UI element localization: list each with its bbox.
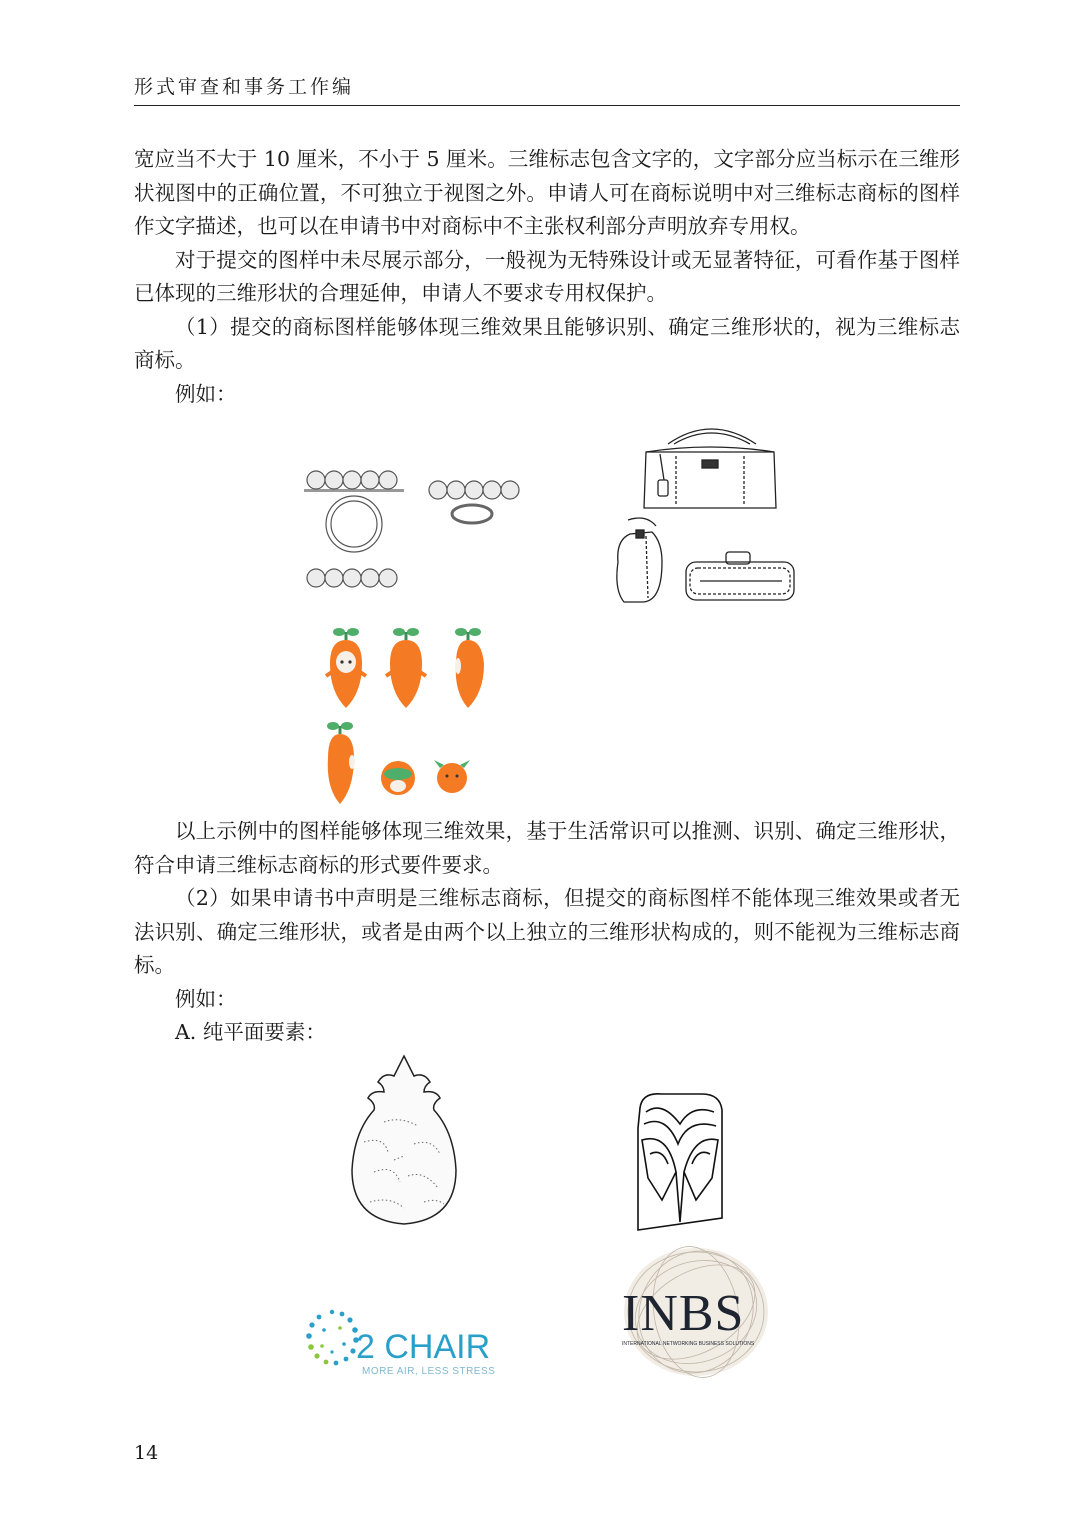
carrot-bottom-view: [434, 760, 470, 793]
o2chair-logo-figure: [300, 1300, 500, 1380]
paragraph-unshown-parts: 对于提交的图样中未尽展示部分，一般视为无特殊设计或无显著特征，可看作基于图样已体现的三维形状的合理延伸，申请人不要求专用权保护。: [134, 247, 960, 305]
text-block-middle: [134, 815, 960, 1050]
handbag-bottom-view: [686, 552, 794, 600]
carrot-front-view: [326, 628, 366, 708]
handbag-3d-views-figure: [606, 412, 806, 608]
carrot-back-view: [386, 628, 426, 708]
ring-top-view: [307, 569, 397, 587]
ring-front-view: [304, 471, 404, 552]
inbs-tagline: INTERNATIONAL NETWORKING BUSINESS SOLUTIONS: [622, 1341, 755, 1347]
header-divider: [134, 105, 960, 106]
abstract-line-drawing-figure: [632, 1088, 728, 1232]
inbs-logo-figure: [614, 1244, 778, 1380]
paragraph-rule-1: （1）提交的商标图样能够体现三维效果且能够识别、确定三维形状的，视为三维标志商标。: [134, 314, 960, 372]
pineapple-outline-figure: [344, 1052, 464, 1230]
carrot-character-figure: [318, 622, 498, 808]
carrot-top-view: [381, 761, 415, 795]
paragraph-example-label: 例如：: [175, 381, 237, 406]
paragraph-rule-2: （2）如果申请书中声明是三维标志商标，但提交的商标图样不能体现三维效果或者无法识别、确定三维形状，或者是由两个以上独立的三维形状构成的，则不能视为三维标志商标。: [134, 886, 960, 977]
handbag-front-view: [644, 429, 776, 508]
running-head-title: 形式审查和事务工作编: [134, 76, 355, 98]
o2chair-dotted-ring-icon: [306, 1310, 359, 1366]
ring-3d-views-figure: [296, 462, 536, 602]
o2chair-tagline: MORE AIR, LESS STRESS: [362, 1366, 496, 1377]
page-number: 14: [134, 1442, 159, 1464]
handbag-side-view: [617, 518, 662, 602]
carrot-lying-view: [327, 722, 355, 804]
inbs-wordmark: INBS: [622, 1285, 745, 1342]
paragraph-size-requirement: 宽应当不大于 10 厘米，不小于 5 厘米。三维标志包含文字的，文字部分应当标示在三维形状视图中的正确位置，不可独立于视图之外。申请人可在商标说明中对三维标志商标的图样作文字描述，也可以在申请书中对商标中不主张权利部分声明放弃专用权。: [134, 147, 960, 238]
paragraph-example-label-2: 例如：: [175, 986, 237, 1011]
carrot-side-view: [455, 628, 484, 708]
paragraph-example-conclusion: 以上示例中的图样能够体现三维效果，基于生活常识可以推测、识别、确定三维形状，符合申请三维标志商标的形式要件要求。: [134, 819, 960, 877]
o2chair-wordmark: 2 CHAIR: [356, 1328, 491, 1366]
paragraph-flat-elements-heading: A. 纯平面要素：: [175, 1020, 326, 1044]
ring-side-view: [429, 481, 519, 523]
text-block-top: [134, 143, 960, 411]
